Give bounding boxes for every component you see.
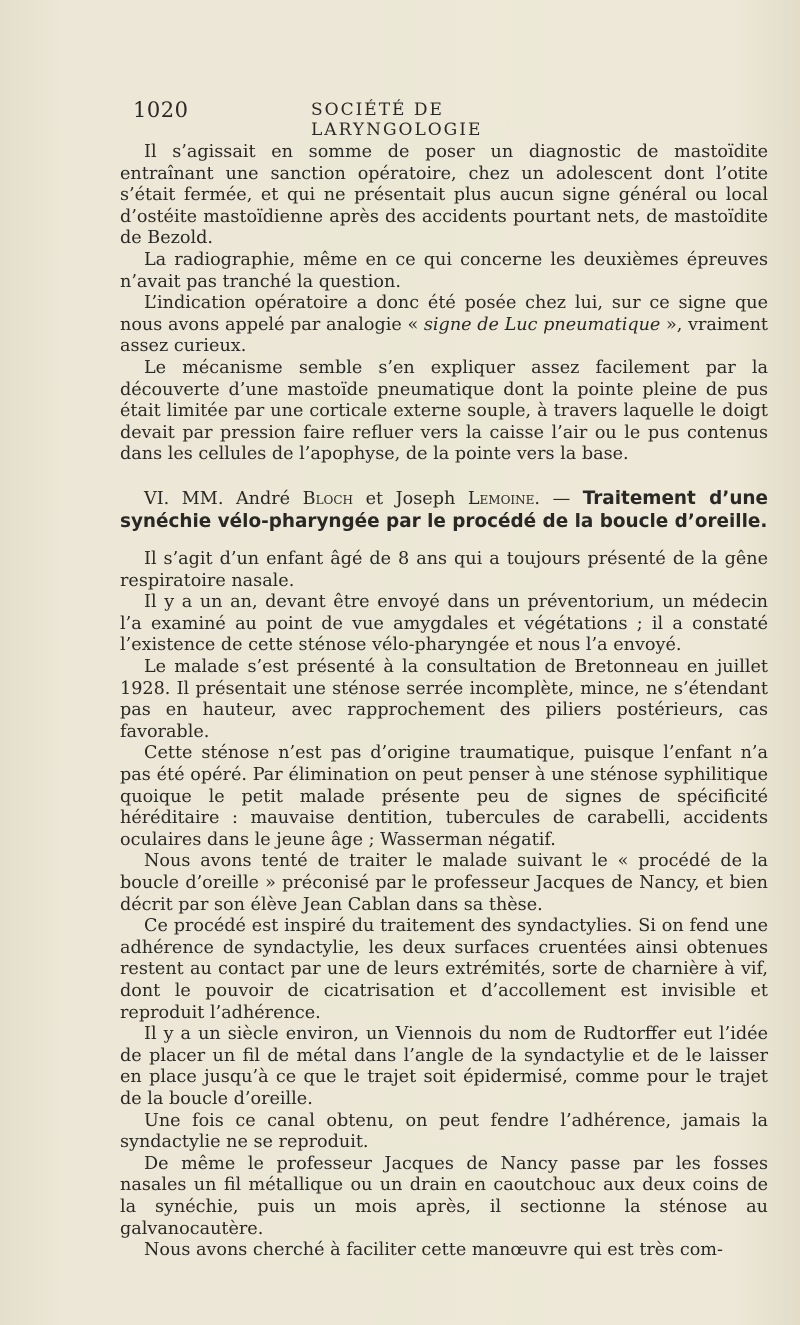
paragraph: Ce procédé est inspiré du traitement des syndactylies. Si on fend une adhérence de syndactylie, les deux surfaces cruentées ainsi obtenues restent au contact par une de leurs extrémités, sorte de charnière à vif, dont le pouvoir de cicatrisation et d’accollement est invisible et reproduit l’adhérence. xyxy=(120,916,768,1023)
paragraph: Le mécanisme semble s’en expliquer assez facilement par la découverte d’une mastoïde pneumatique dont la pointe pleine de pus était limitée par une corticale externe souple, à travers laquelle le doigt devait par pression faire refluer vers la caisse l’air ou le pus contenus dans les cellules de l’apophyse, de la pointe vers la base. xyxy=(120,357,768,465)
page-header xyxy=(133,98,600,140)
author-name: Lemoine xyxy=(467,488,535,509)
paragraph: La radiographie, même en ce qui concerne les deuxièmes épreuves n’avait pas tranché la question. xyxy=(120,249,768,292)
paragraph: Cette sténose n’est pas d’origine traumatique, puisque l’enfant n’a pas été opéré. Par élimination on peut penser à une sténose syphilitique quoique le petit malade présente peu de signes de spécificité héréditaire : mauvaise dentition, tubercules de carabelli, accidents oculaires dans le jeune âge ; Wasserman négatif. xyxy=(120,743,768,850)
section-dash: . — xyxy=(534,488,583,509)
paragraph-indication xyxy=(120,293,768,358)
paragraph: Il s’agissait en somme de poser un diagnostic de mastoïdite entraînant une sanction opératoire, chez un adolescent dont l’otite s’était fermée, et qui ne présentait plus aucun signe général ou local d’ostéite mastoïdienne après des accidents pourtant nets, de mastoïdite de Bezold. xyxy=(120,142,768,249)
section-mid: et Joseph xyxy=(353,488,468,509)
section-title: Traitement d’une synéchie vélo-pharyngée par le procédé de la boucle d’oreille. xyxy=(120,487,768,532)
paragraph: Il s’agit d’un enfant âgé de 8 ans qui a toujours présenté de la gêne respiratoire nasale. xyxy=(120,549,768,591)
author-name: Bloch xyxy=(302,488,354,509)
indication-text: L’indication opératoire a donc été posée chez lui, sur ce signe que nous avons appelé par analogie « xyxy=(120,293,768,335)
page-number: 1020 xyxy=(133,98,189,122)
section-number: VI. MM. André xyxy=(144,488,303,509)
indication-italic: signe de Luc pneumatique xyxy=(423,314,661,335)
page-body xyxy=(120,142,768,1262)
indication-text-end: », vraiment assez curieux. xyxy=(120,314,768,357)
paragraph: Il y a un an, devant être envoyé dans un préventorium, un médecin l’a examiné au point de vue amygdales et végétations ; il a constaté l’existence de cette sténose vélo-pharyngée et nous l’a envoyé. xyxy=(120,592,768,656)
paragraph: De même le professeur Jacques de Nancy passe par les fosses nasales un fil métallique ou un drain en caoutchouc aux deux coins de la synéchie, puis un mois après, il sectionne la sténose au galvanocautère. xyxy=(120,1153,768,1239)
paragraph: Nous avons tenté de traiter le malade suivant le « procédé de la boucle d’oreille » préconisé par le professeur Jacques de Nancy, et bien décrit par son élève Jean Cablan dans sa thèse. xyxy=(120,851,768,915)
section-heading xyxy=(120,488,768,533)
paragraph: Nous avons cherché à faciliter cette manœuvre qui est très com- xyxy=(144,1240,723,1261)
paragraph: Il y a un siècle environ, un Viennois du nom de Rudtorffer eut l’idée de placer un fil de métal dans l’angle de la syndactylie et de le laisser en place jusqu’à ce que le trajet soit épidermisé, comme pour le trajet de la boucle d’oreille. xyxy=(120,1024,768,1109)
paragraph: Le malade s’est présenté à la consultation de Bretonneau en juillet 1928. Il présentait une sténose serrée incomplète, mince, ne s’étendant pas en hauteur, avec rapprochement des piliers postérieurs, cas favorable. xyxy=(120,657,768,742)
running-title: SOCIÉTÉ DE LARYNGOLOGIE xyxy=(311,100,483,140)
paragraph: Une fois ce canal obtenu, on peut fendre l’adhérence, jamais la syndactylie ne se reproduit. xyxy=(120,1110,768,1153)
